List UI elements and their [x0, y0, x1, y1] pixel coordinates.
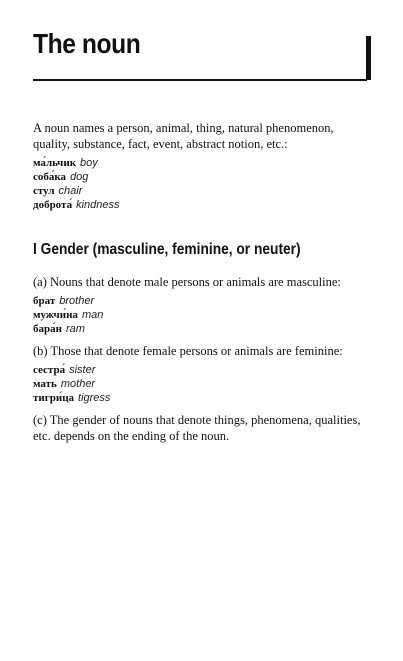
- example-word: сестра́: [33, 364, 66, 376]
- example-gloss: man: [81, 309, 104, 321]
- title-rule: [33, 79, 367, 81]
- example-word: мать: [33, 378, 57, 390]
- example-row: [33, 294, 373, 308]
- example-gloss: kindness: [76, 199, 120, 211]
- example-gloss: brother: [59, 295, 95, 307]
- page-body: [33, 120, 373, 444]
- chapter-marker-bar: [366, 36, 371, 80]
- example-word: стул: [33, 185, 55, 197]
- example-gloss: sister: [69, 364, 96, 376]
- intro-paragraph: A noun names a person, animal, thing, natural phenomenon, quality, substance, fact, event, abstract notion, etc.:: [33, 121, 334, 151]
- subsection-a: [33, 274, 373, 336]
- chapter-title: The noun: [33, 28, 141, 59]
- subsection-c: [33, 412, 373, 444]
- example-word: брат: [33, 295, 56, 307]
- example-word: ма́льчик: [33, 157, 77, 169]
- example-gloss: chair: [58, 185, 83, 197]
- subsection-b: [33, 343, 373, 405]
- example-row: [33, 184, 373, 198]
- example-row: [33, 391, 373, 405]
- example-word: мужчи́на: [33, 309, 78, 321]
- subsection-a-text: (a) Nouns that denote male persons or animals are masculine:: [33, 275, 341, 289]
- example-row: [33, 308, 373, 322]
- example-gloss: tigress: [78, 392, 111, 404]
- section-heading: I Gender (masculine, feminine, or neuter): [33, 241, 301, 258]
- subsection-a-examples: [33, 294, 373, 336]
- intro-examples: [33, 156, 373, 212]
- example-row: [33, 363, 373, 377]
- subsection-b-examples: [33, 363, 373, 405]
- subsection-c-text: (c) The gender of nouns that denote things, phenomena, qualities, etc. depends on the ending of the noun.: [33, 413, 361, 443]
- subsection-b-text: (b) Those that denote female persons or animals are feminine:: [33, 344, 343, 358]
- example-row: [33, 170, 373, 184]
- example-gloss: ram: [65, 323, 85, 335]
- example-gloss: boy: [80, 157, 98, 169]
- example-gloss: dog: [70, 171, 89, 183]
- example-row: [33, 198, 373, 212]
- example-word: тигри́ца: [33, 392, 75, 404]
- example-gloss: mother: [60, 378, 96, 390]
- example-word: бара́н: [33, 323, 62, 335]
- example-row: [33, 322, 373, 336]
- example-row: [33, 156, 373, 170]
- example-word: соба́ка: [33, 171, 67, 183]
- example-word: доброта́: [33, 199, 73, 211]
- example-row: [33, 377, 373, 391]
